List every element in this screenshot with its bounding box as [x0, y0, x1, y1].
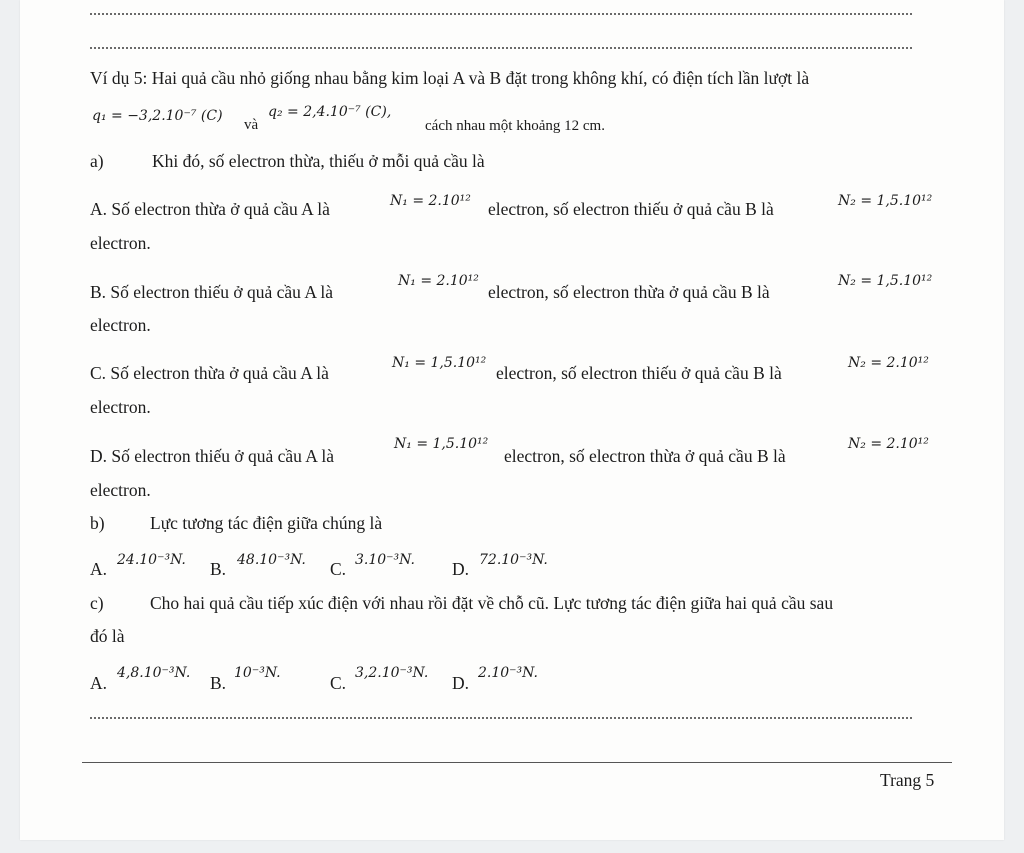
dotted-line-1: [90, 13, 912, 15]
part-c-value-b: 10⁻³N.: [234, 665, 281, 681]
dotted-line-3: [90, 717, 912, 719]
option-c-unit: electron.: [90, 397, 151, 417]
option-a-n1: N₁ = 2.10¹²: [390, 193, 471, 209]
option-d-text-1: D. Số electron thiếu ở quả cầu A là: [90, 446, 334, 466]
part-c-letter-b: B.: [210, 673, 227, 693]
page-number: Trang 5: [880, 770, 935, 790]
distance-text: cách nhau một khoảng 12 cm.: [425, 118, 605, 134]
option-b-unit: electron.: [90, 315, 151, 335]
footer-rule: [82, 762, 952, 763]
part-a-question: Khi đó, số electron thừa, thiếu ở mỗi quả cầu là: [152, 151, 485, 171]
option-d-unit: electron.: [90, 480, 151, 500]
connector-va: và: [244, 117, 259, 133]
option-c-text-2: electron, số electron thiếu ở quả cầu B là: [496, 363, 782, 383]
option-c-text-1: C. Số electron thừa ở quả cầu A là: [90, 363, 329, 383]
part-b-question: Lực tương tác điện giữa chúng là: [150, 513, 383, 533]
part-b-label: b): [90, 513, 105, 533]
part-b-letter-c: C.: [330, 559, 347, 579]
dotted-line-2: [90, 47, 912, 49]
option-d-n1: N₁ = 1,5.10¹²: [394, 436, 489, 452]
option-b-text-2: electron, số electron thừa ở quả cầu B là: [488, 282, 770, 302]
option-a-n2: N₂ = 1,5.10¹²: [838, 193, 933, 209]
part-b-letter-a: A.: [90, 559, 108, 579]
part-c-question-line2: đó là: [90, 626, 125, 646]
option-b-n1: N₁ = 2.10¹²: [398, 273, 479, 289]
part-c-value-c: 3,2.10⁻³N.: [355, 665, 429, 681]
part-a-label: a): [90, 151, 104, 171]
option-a-text-2: electron, số electron thiếu ở quả cầu B là: [488, 199, 774, 219]
part-c-label: c): [90, 593, 104, 613]
part-b-letter-d: D.: [452, 559, 470, 579]
option-a-text-1: A. Số electron thừa ở quả cầu A là: [90, 199, 330, 219]
option-d-text-2: electron, số electron thừa ở quả cầu B là: [504, 446, 786, 466]
option-a-unit: electron.: [90, 233, 151, 253]
part-b-value-d: 72.10⁻³N.: [479, 552, 548, 568]
formula-q1: q₁ = −3,2.10⁻⁷ (C): [92, 108, 223, 124]
option-d-n2: N₂ = 2.10¹²: [848, 436, 929, 452]
part-b-value-a: 24.10⁻³N.: [117, 552, 186, 568]
part-b-value-b: 48.10⁻³N.: [237, 552, 306, 568]
part-c-value-d: 2.10⁻³N.: [478, 665, 538, 681]
part-c-question-line1: Cho hai quả cầu tiếp xúc điện với nhau rồi đặt về chỗ cũ. Lực tương tác điện giữa hai quả cầu sau: [150, 593, 834, 613]
formula-q2: q₂ = 2,4.10⁻⁷ (C),: [268, 104, 392, 120]
part-c-letter-a: A.: [90, 673, 108, 693]
part-b-letter-b: B.: [210, 559, 227, 579]
option-c-n2: N₂ = 2.10¹²: [848, 355, 929, 371]
part-c-letter-d: D.: [452, 673, 470, 693]
option-c-n1: N₁ = 1,5.10¹²: [392, 355, 487, 371]
example-title: Ví dụ 5: Hai quả cầu nhỏ giống nhau bằng kim loại A và B đặt trong không khí, có điện tích lần lượt là: [90, 68, 810, 88]
part-c-letter-c: C.: [330, 673, 347, 693]
part-c-value-a: 4,8.10⁻³N.: [117, 665, 191, 681]
option-b-text-1: B. Số electron thiếu ở quả cầu A là: [90, 282, 334, 302]
part-b-value-c: 3.10⁻³N.: [355, 552, 415, 568]
option-b-n2: N₂ = 1,5.10¹²: [838, 273, 933, 289]
